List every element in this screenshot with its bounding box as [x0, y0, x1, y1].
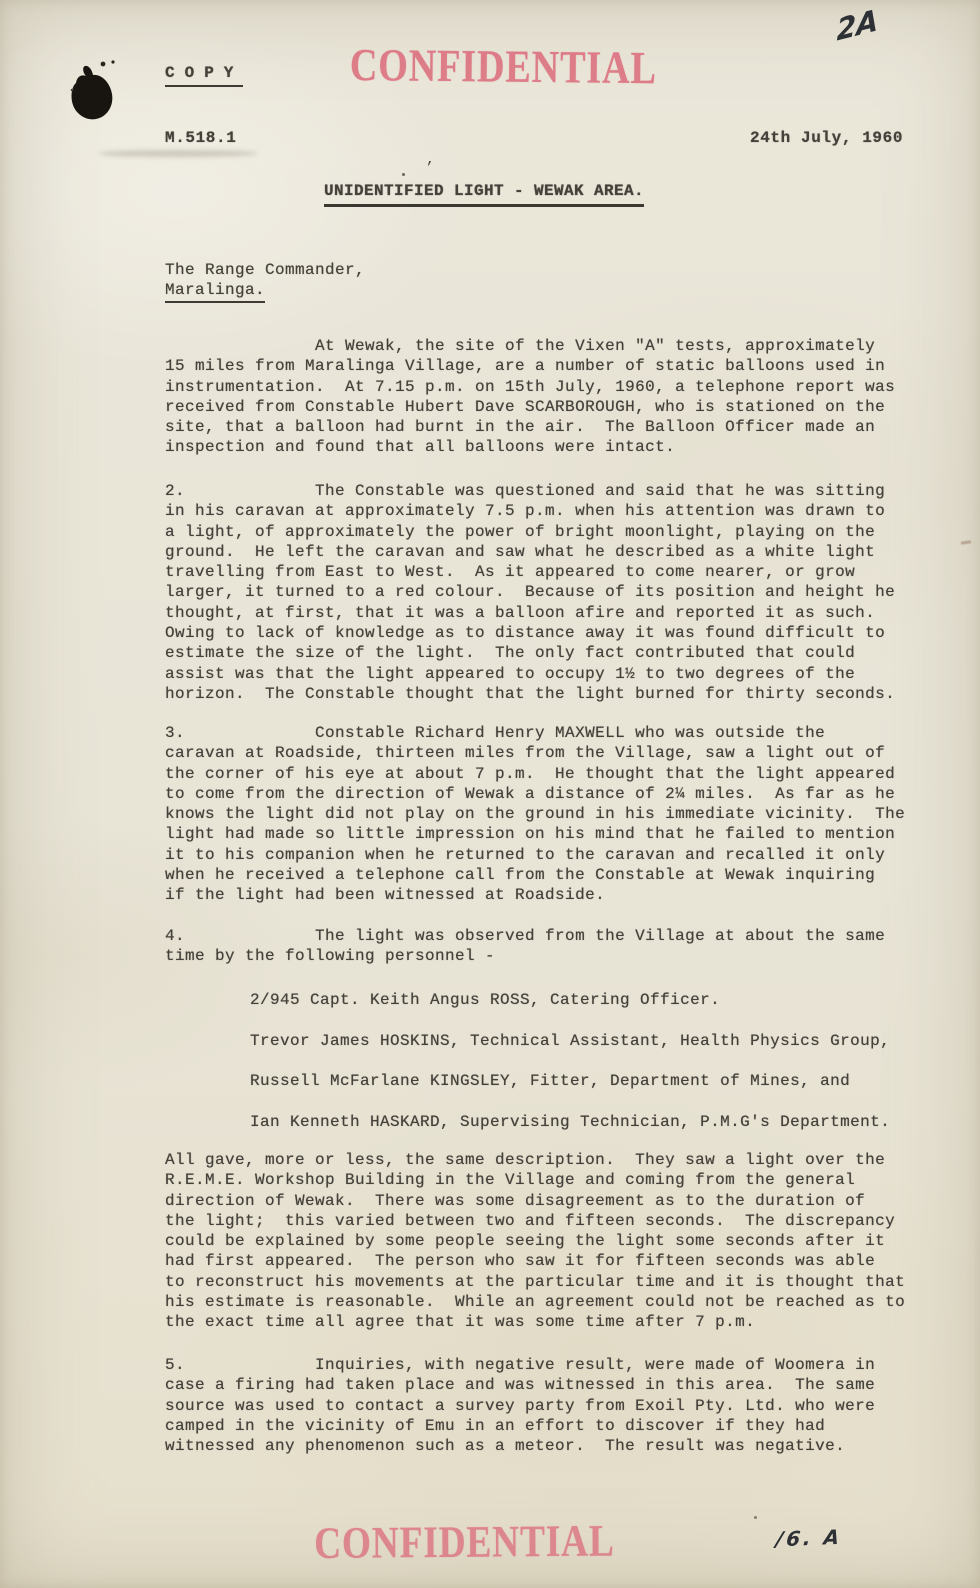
text-line: case a firing had taken place and was witnessed in this area. The same [165, 1376, 876, 1395]
document-title: UNIDENTIFIED LIGHT - WEWAK AREA. [324, 182, 644, 207]
stray-dot-mark-bottom [754, 1516, 757, 1519]
confidential-stamp-bottom: CONFIDENTIAL [314, 1515, 615, 1568]
paragraph-4-intro [165, 926, 885, 967]
text-line: estimate the size of the light. The only fact contributed that could [165, 644, 856, 663]
text-line: 3. Constable Richard Henry MAXWELL who was outside the [165, 724, 826, 742]
paragraph-1 [165, 336, 895, 458]
text-line: direction of Wewak. There was some disagreement as to the duration of [165, 1191, 866, 1210]
paragraph-5 [165, 1355, 875, 1456]
addressee-name: The Range Commander, [165, 261, 366, 279]
text-line: had first appeared. The person who saw it for fifteen seconds was able [165, 1252, 876, 1271]
text-line: travelling from East to West. As it appeared to come nearer, or grow [165, 563, 856, 582]
text-line: thought, at first, that it was a balloon afire and reported it as such. [165, 603, 876, 622]
text-line: Owing to lack of knowledge as to distance away it was found difficult to [165, 624, 886, 643]
reference-number: M.518.1 [165, 129, 237, 147]
text-line: 15 miles from Maralinga Village, are a number of static balloons used in [165, 357, 886, 376]
text-line: inspection and found that all balloons were intact. [165, 438, 676, 457]
addressee-block [165, 261, 365, 303]
text-line: All gave, more or less, the same description. They saw a light over the [165, 1151, 886, 1169]
ink-blot [62, 50, 132, 130]
text-line: caravan at Roadside, thirteen miles from the Village, saw a light out of [165, 744, 886, 763]
text-line: time by the following personnel - [165, 947, 496, 966]
text-line: knows the light did not play on the ground in his immediate vicinity. The [165, 805, 906, 824]
text-line: his estimate is reasonable. While an agreement could not be reached as to [165, 1293, 906, 1312]
text-line: if the light had been witnessed at Roadside. [165, 886, 606, 905]
text-line: 2/945 Capt. Keith Angus ROSS, Catering Officer. [250, 991, 721, 1009]
paragraph-3 [165, 723, 905, 906]
stray-dot-mark [402, 173, 405, 176]
handwritten-bottom-note: /6. A [774, 1524, 844, 1552]
text-line: Ian Kenneth HASKARD, Supervising Technician, P.M.G's Department. [250, 1112, 891, 1131]
text-line: instrumentation. At 7.15 p.m. on 15th July, 1960, a telephone report was [165, 377, 896, 396]
text-line: could be explained by some people seeing the light some seconds after it [165, 1232, 886, 1251]
copy-label: COPY [165, 64, 243, 87]
smudge-mark [98, 150, 258, 157]
paragraph-2 [165, 481, 895, 704]
text-line: larger, it turned to a red colour. Because of its position and height he [165, 583, 896, 602]
text-line: R.E.M.E. Workshop Building in the Village and coming from the general [165, 1171, 856, 1190]
stray-apostrophe-mark: ’ [425, 160, 435, 177]
text-line: 5. Inquiries, with negative result, were made of Woomera in [165, 1356, 876, 1374]
text-line: in his caravan at approximately 7.5 p.m. when his attention was drawn to [165, 502, 886, 521]
text-line: camped in the vicinity of Emu in an effort to discover if they had [165, 1416, 826, 1435]
addressee-location: Maralinga. [165, 281, 265, 304]
text-line: source was used to contact a survey party from Exoil Pty. Ltd. who were [165, 1396, 876, 1415]
text-line: site, that a balloon had burnt in the air. The Balloon Officer made an [165, 418, 876, 437]
text-line: 2. The Constable was questioned and said that he was sitting [165, 482, 886, 500]
text-line: the light; this varied between two and fifteen seconds. The discrepancy [165, 1211, 896, 1230]
text-line: witnessed any phenomenon such as a meteor. The result was negative. [165, 1437, 846, 1456]
confidential-stamp-top: CONFIDENTIAL [349, 38, 657, 94]
text-line: At Wewak, the site of the Vixen "A" tests, approximately [165, 337, 876, 355]
text-line: to come from the direction of Wewak a distance of 2¼ miles. As far as he [165, 784, 896, 803]
text-line: received from Constable Hubert Dave SCARBOROUGH, who is stationed on the [165, 397, 886, 416]
text-line: when he received a telephone call from the Constable at Wewak inquiring [165, 866, 876, 885]
document-date: 24th July, 1960 [750, 129, 904, 147]
text-line: the corner of his eye at about 7 p.m. He thought that the light appeared [165, 764, 896, 783]
text-line: light had made so little impression on his mind that he failed to mention [165, 825, 896, 844]
text-line: horizon. The Constable thought that the light burned for thirty seconds. [165, 684, 896, 703]
text-line: ground. He left the caravan and saw what he described as a white light [165, 542, 876, 561]
text-line: it to his companion when he returned to the caravan and recalled it only [165, 845, 886, 864]
text-line: a light, of approximately the power of bright moonlight, playing on the [165, 522, 876, 541]
witness-list [250, 990, 890, 1152]
text-line: to reconstruct his movements at the particular time and it is thought that [165, 1272, 906, 1291]
text-line: the exact time all agree that it was some time after 7 p.m. [165, 1313, 756, 1332]
stray-dash-mark [961, 540, 971, 544]
paragraph-4-description [165, 1150, 905, 1333]
handwritten-page-annotation: 2A [836, 2, 878, 48]
text-line: Russell McFarlane KINGSLEY, Fitter, Department of Mines, and [250, 1072, 851, 1091]
text-line: Trevor James HOSKINS, Technical Assistant, Health Physics Group, [250, 1031, 891, 1050]
text-line: assist was that the light appeared to occupy 1½ to two degrees of the [165, 664, 856, 683]
text-line: 4. The light was observed from the Village at about the same [165, 927, 886, 945]
